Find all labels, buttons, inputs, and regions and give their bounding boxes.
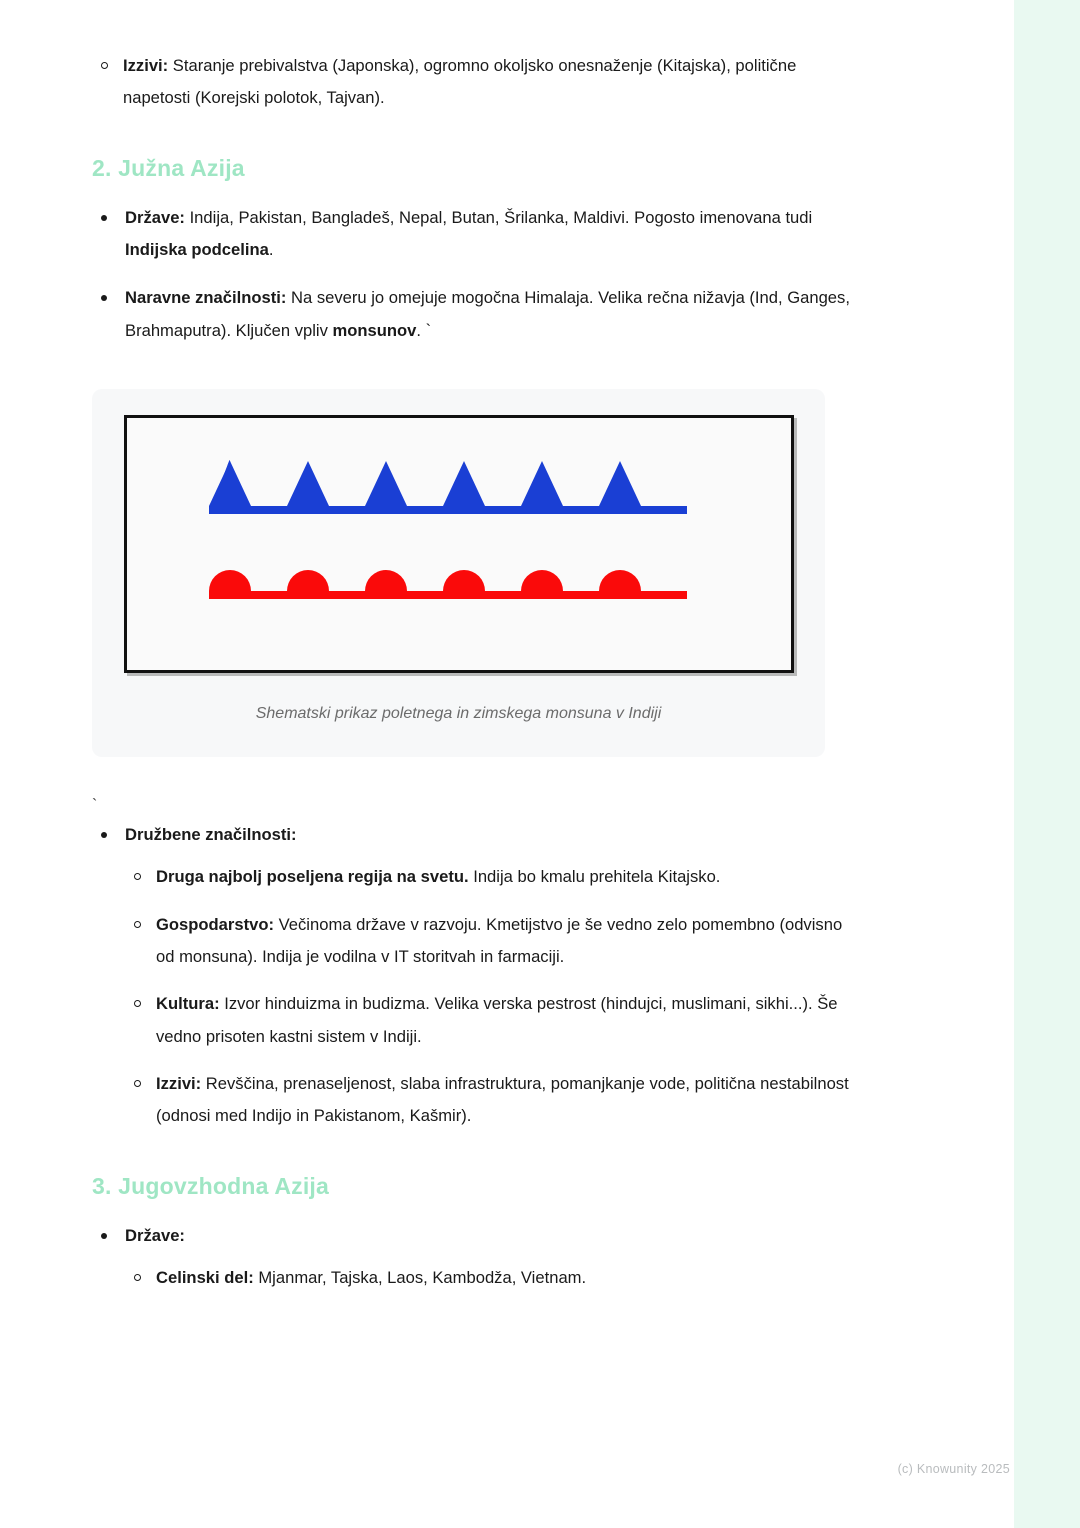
bullet-text-c: . ` — [416, 320, 432, 340]
social-sub-list — [125, 861, 852, 1132]
list-item — [92, 819, 852, 1133]
figure-caption: Shematski prikaz poletnega in zimskega monsuna v Indiji — [255, 705, 662, 723]
top-bullet-list — [92, 50, 852, 115]
sub-bullet-bold: Izzivi: — [156, 1074, 202, 1094]
page-edge-gap — [1004, 0, 1014, 1528]
bullet-label: Naravne značilnosti: — [125, 288, 287, 308]
copyright-footer: (c) Knowunity 2025 — [897, 1462, 1010, 1476]
summer-monsoon-triangles — [209, 460, 687, 514]
bullet-label: Države: — [125, 1225, 185, 1245]
list-item — [125, 1068, 852, 1133]
monsoon-shapes-svg — [127, 418, 791, 670]
sub-bullet-text: Izvor hinduizma in budizma. Velika verska pestrost (hindujci, muslimani, sikhi...). Še vedno prisoten kastni sistem v Indiji. — [156, 994, 838, 1046]
figure-card — [92, 389, 825, 757]
bullet-text-bold: monsunov — [332, 320, 417, 340]
page-edge-strip — [1014, 0, 1080, 1528]
section2-bullets — [92, 202, 852, 347]
bullet-text: Staranje prebivalstva (Japonska), ogromno okoljsko onesnaženje (Kitajska), politične napetosti (Korejski polotok, Tajvan). — [123, 56, 797, 108]
list-item — [92, 202, 852, 267]
list-item — [92, 1220, 852, 1295]
social-characteristics-list — [92, 819, 852, 1133]
section-heading-3: 3. Jugovzhodna Azija — [92, 1172, 330, 1199]
list-item — [125, 909, 852, 974]
bullet-text-c: . — [268, 240, 274, 260]
sub-bullet-bold: Kultura: — [156, 994, 220, 1014]
list-item — [92, 282, 852, 347]
bullet-label: Družbene značilnosti: — [125, 825, 297, 845]
section3-sub-list — [125, 1262, 852, 1294]
sub-bullet-bold: Celinski del: — [156, 1268, 254, 1288]
bullet-text-a: Na severu jo omejuje mogočna Himalaja. Velika rečna nižavja (Ind, Ganges, Brahmaputra). Ključen vpliv — [125, 288, 850, 340]
sub-bullet-text: Večinoma države v razvoju. Kmetijstvo je še vedno zelo pomembno (odvisno od monsuna). Indija je vodilna v IT storitvah in farmaciji. — [156, 914, 843, 967]
bullet-text-a: Indija, Pakistan, Bangladeš, Nepal, Butan, Šrilanka, Maldivi. Pogosto imenovana tudi — [184, 207, 813, 227]
list-item — [125, 988, 852, 1053]
bullet-label: Izzivi: — [123, 56, 169, 75]
sub-bullet-text: Mjanmar, Tajska, Laos, Kambodža, Vietnam. — [253, 1268, 587, 1288]
sub-bullet-bold: Gospodarstvo: — [156, 914, 275, 934]
section-heading-2: 2. Južna Azija — [92, 154, 245, 181]
section3-bullets — [92, 1220, 852, 1295]
winter-monsoon-semicircles — [209, 570, 687, 599]
list-item — [125, 1262, 852, 1294]
list-item — [125, 861, 852, 893]
bullet-text-bold: Indijska podcelina — [125, 240, 269, 260]
monsoon-diagram — [124, 415, 794, 673]
sub-bullet-text: Revščina, prenaseljenost, slaba infrastruktura, pomanjkanje vode, politična nestabilnost (odnosi med Indijo in Pakistanom, Kašmir). — [156, 1074, 849, 1126]
sub-bullet-text: Indija bo kmalu prehitela Kitajsko. — [468, 867, 721, 887]
bullet-label: Države: — [125, 207, 185, 227]
list-item — [92, 50, 852, 115]
sub-bullet-bold: Druga najbolj poseljena regija na svetu. — [156, 867, 469, 887]
document-content — [92, 40, 852, 1311]
stray-backtick: ` — [92, 797, 98, 815]
